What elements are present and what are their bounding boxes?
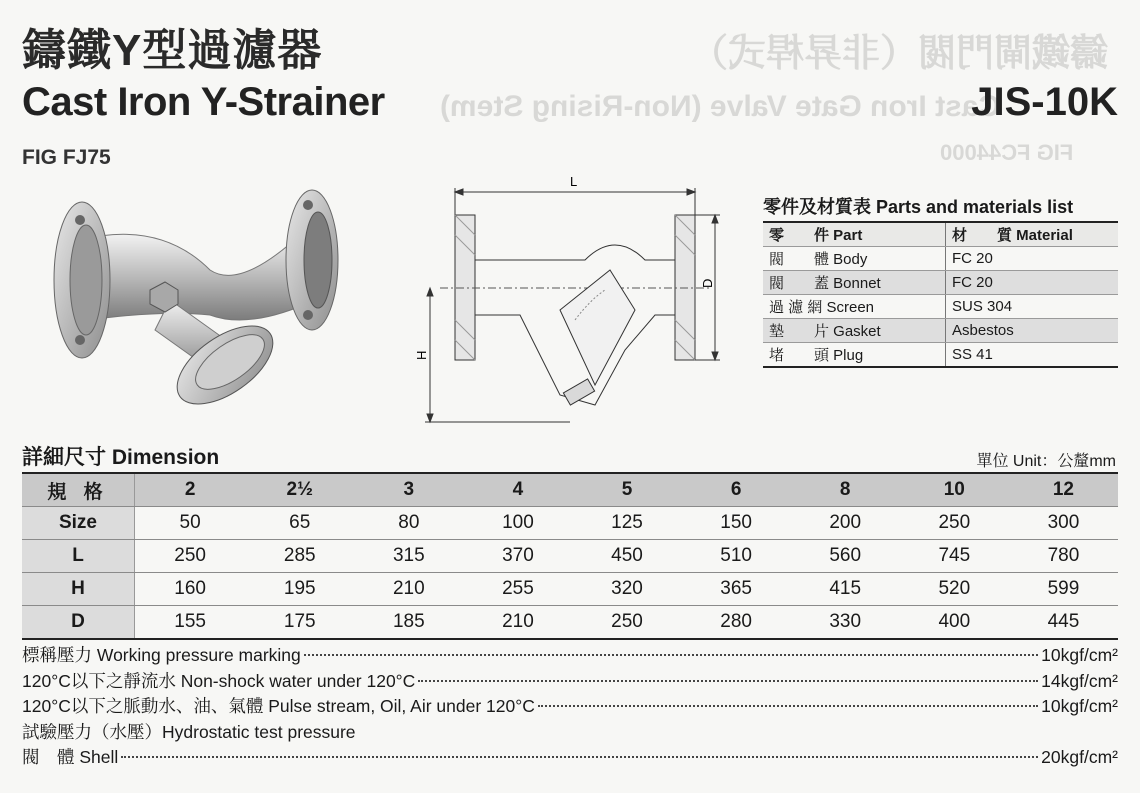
table-cell: 250 (572, 606, 681, 640)
figure-number: FIG FJ75 (22, 146, 111, 169)
table-cell: 100 (463, 507, 572, 540)
table-cell: 365 (682, 573, 791, 606)
table-cell: 150 (682, 507, 791, 540)
parts-col-part: 零 件 Part (763, 223, 946, 247)
part-material: Asbestos (946, 319, 1119, 343)
note-row (22, 744, 1118, 770)
row-label: Size (22, 507, 135, 540)
part-material: SS 41 (946, 343, 1119, 368)
size-cell: 2½ (245, 473, 354, 507)
part-name: 墊 片 Gasket (763, 319, 946, 343)
strainer-photo (40, 180, 380, 420)
dot-leader (121, 756, 1038, 758)
dot-leader (538, 705, 1038, 707)
parts-header-row (763, 223, 1118, 247)
part-name: 堵 頭 Plug (763, 343, 946, 368)
table-cell: 250 (135, 540, 246, 573)
part-name: 閥 蓋 Bonnet (763, 271, 946, 295)
row-label: H (22, 573, 135, 606)
parts-row (763, 343, 1118, 368)
table-cell: 160 (135, 573, 246, 606)
note-row (22, 693, 1118, 719)
bleed-through-subtitle: Cast Iron Gate Valve (Non-Rising Stem) (440, 90, 1001, 123)
table-cell: 200 (791, 507, 900, 540)
drawing-label-h: H (414, 350, 429, 360)
table-cell: 125 (572, 507, 681, 540)
table-cell: 745 (900, 540, 1009, 573)
table-cell: 175 (245, 606, 354, 640)
table-cell: 80 (354, 507, 463, 540)
dimension-row (22, 573, 1118, 606)
parts-row (763, 271, 1118, 295)
bleed-through-fig: FIG FC44000 (940, 140, 1074, 165)
size-cell: 6 (682, 473, 791, 507)
note-value: 10kgf/cm² (1041, 696, 1118, 716)
table-cell: 255 (463, 573, 572, 606)
note-text: 標稱壓力 Working pressure marking (22, 645, 301, 665)
page-title-english: Cast Iron Y-Strainer (22, 80, 385, 124)
note-row (22, 668, 1118, 694)
part-name: 過 濾 網 Screen (763, 295, 946, 319)
part-material: FC 20 (946, 247, 1119, 271)
table-cell: 50 (135, 507, 246, 540)
table-cell: 250 (900, 507, 1009, 540)
note-row (22, 719, 1118, 745)
dimension-row (22, 606, 1118, 640)
table-cell: 400 (900, 606, 1009, 640)
table-cell: 300 (1009, 507, 1118, 540)
table-cell: 65 (245, 507, 354, 540)
bleed-through-title: 鑄鐵閘門閥（非昇桿式） (690, 33, 1109, 75)
table-cell: 445 (1009, 606, 1118, 640)
note-text: 閥 體 Shell (22, 747, 119, 767)
parts-col-material: 材 質 Material (946, 223, 1119, 247)
parts-materials-table (763, 193, 1118, 368)
parts-table-title: 零件及材質表 Parts and materials list (763, 193, 1118, 223)
size-header-label: 規 格 (22, 473, 135, 507)
table-cell: 415 (791, 573, 900, 606)
note-value: 10kgf/cm² (1041, 645, 1118, 665)
size-cell: 12 (1009, 473, 1118, 507)
table-cell: 370 (463, 540, 572, 573)
table-cell: 520 (900, 573, 1009, 606)
unit-label: 單位 Unit：公釐mm (976, 453, 1116, 470)
pressure-notes (22, 642, 1118, 770)
drawing-label-d: D (700, 278, 715, 288)
table-cell: 599 (1009, 573, 1118, 606)
dimension-section-title: 詳細尺寸 Dimension (22, 446, 220, 469)
table-cell: 450 (572, 540, 681, 573)
note-text: 120°C以下之靜流水 Non-shock water under 120°C (22, 670, 416, 691)
row-label: L (22, 540, 135, 573)
dimension-drawing (410, 170, 730, 435)
part-material: SUS 304 (946, 295, 1119, 319)
size-header-row (22, 473, 1118, 507)
size-cell: 3 (354, 473, 463, 507)
note-text: 120°C以下之脈動水、油、氣體 Pulse stream, Oil, Air under 120°C (22, 696, 535, 716)
parts-row (763, 319, 1118, 343)
table-cell: 330 (791, 606, 900, 640)
table-cell: 210 (354, 573, 463, 606)
size-cell: 4 (463, 473, 572, 507)
dimension-row (22, 507, 1118, 540)
table-cell: 195 (245, 573, 354, 606)
table-cell: 285 (245, 540, 354, 573)
dot-leader (304, 654, 1038, 656)
dot-leader (418, 680, 1038, 682)
size-cell: 8 (791, 473, 900, 507)
standard-label: JIS-10K (971, 80, 1118, 124)
table-cell: 155 (135, 606, 246, 640)
table-cell: 185 (354, 606, 463, 640)
size-cell: 2 (135, 473, 246, 507)
table-cell: 315 (354, 540, 463, 573)
row-label: D (22, 606, 135, 640)
dimension-row (22, 540, 1118, 573)
part-name: 閥 體 Body (763, 247, 946, 271)
table-cell: 780 (1009, 540, 1118, 573)
page-title-chinese: 鑄鐵Y型過濾器 (22, 26, 323, 75)
part-material: FC 20 (946, 271, 1119, 295)
note-value: 20kgf/cm² (1041, 747, 1118, 767)
table-cell: 280 (682, 606, 791, 640)
drawing-label-l: L (570, 174, 578, 189)
note-row (22, 642, 1118, 668)
note-value: 14kgf/cm² (1041, 670, 1118, 691)
size-cell: 10 (900, 473, 1009, 507)
parts-row (763, 247, 1118, 271)
size-cell: 5 (572, 473, 681, 507)
table-cell: 560 (791, 540, 900, 573)
dimension-table (22, 472, 1118, 640)
note-text: 試驗壓力（水壓）Hydrostatic test pressure (22, 721, 356, 742)
table-cell: 320 (572, 573, 681, 606)
table-cell: 210 (463, 606, 572, 640)
parts-row (763, 295, 1118, 319)
table-cell: 510 (682, 540, 791, 573)
